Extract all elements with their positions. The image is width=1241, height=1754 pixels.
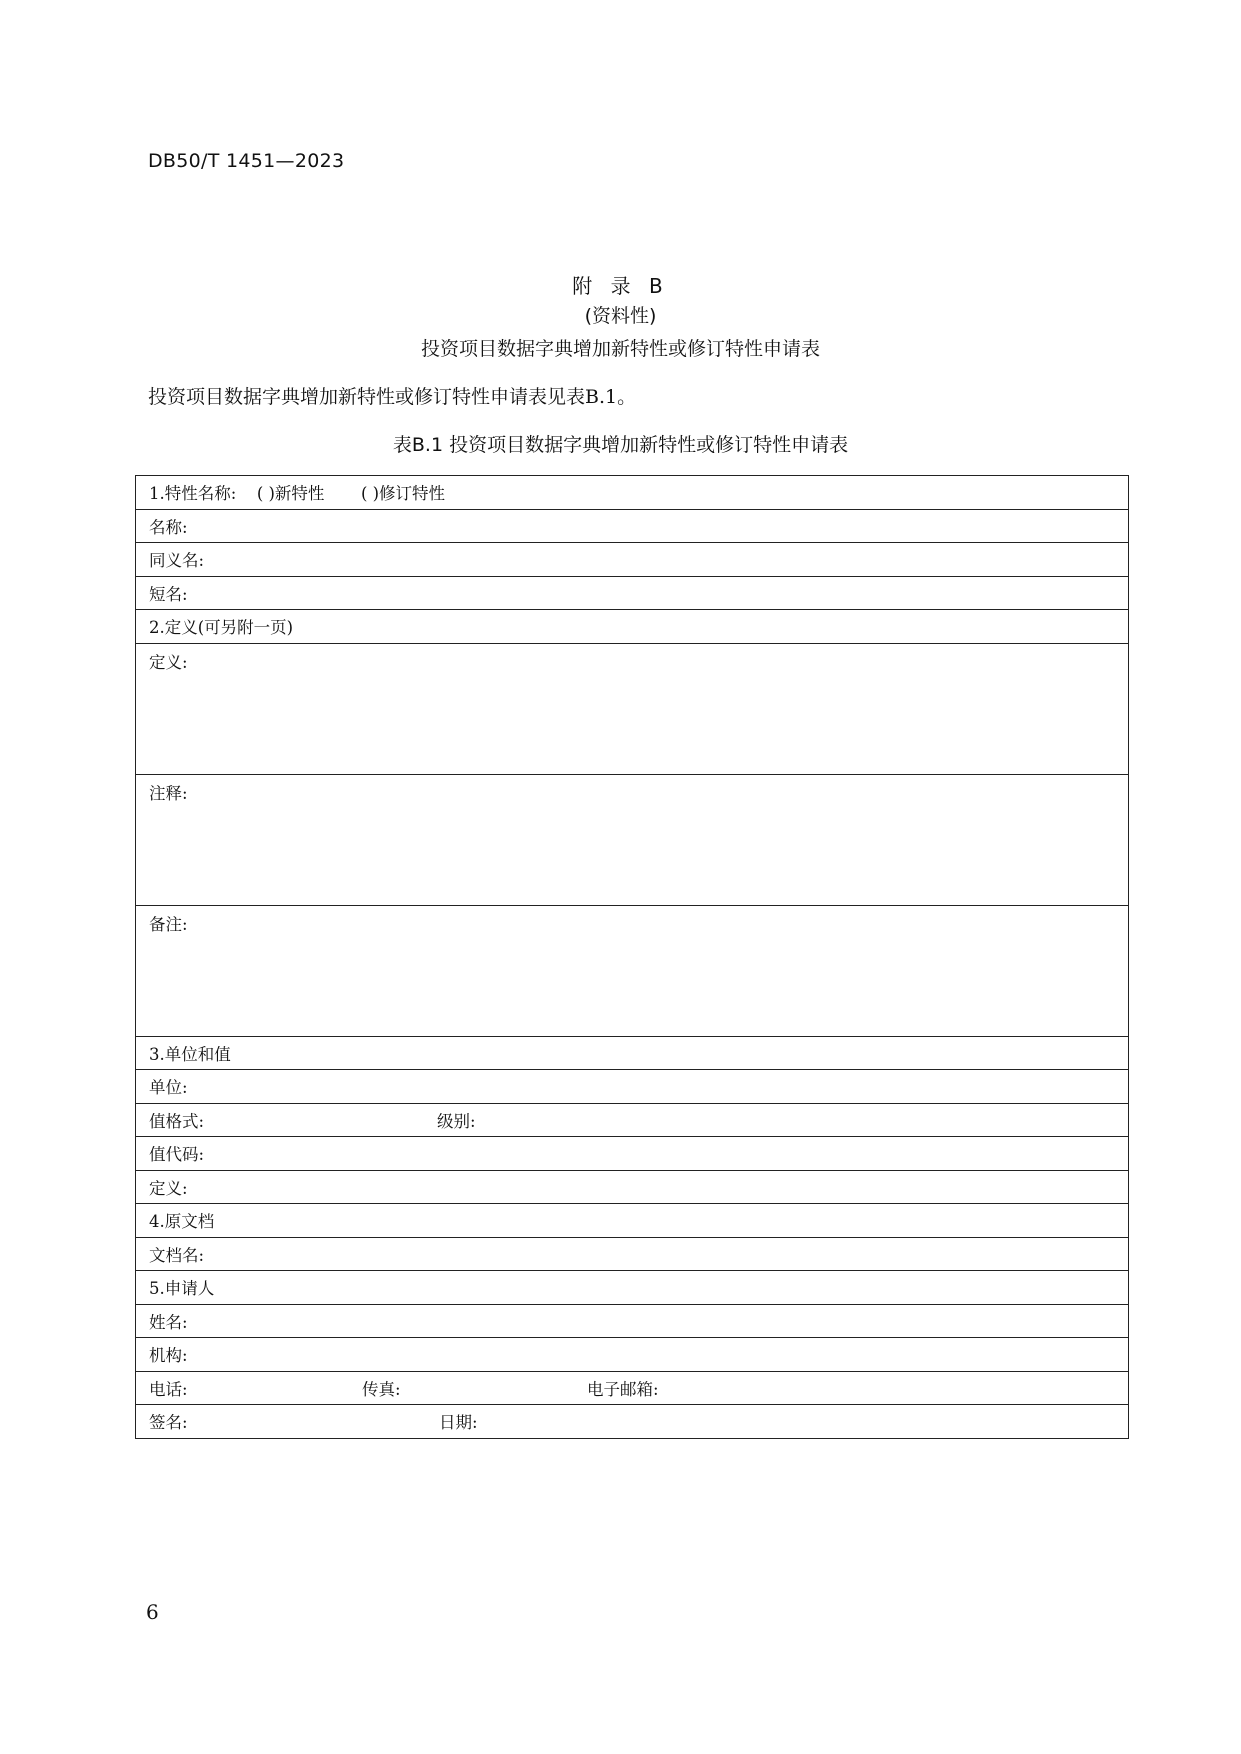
value-code-label: 值代码: xyxy=(149,1145,205,1165)
synonym-label: 同义名: xyxy=(149,551,205,571)
remarks-label: 备注: xyxy=(149,914,188,934)
value-definition-label: 定义: xyxy=(149,1178,188,1198)
option-revised-feature[interactable]: ( )修订特性 xyxy=(360,484,446,504)
table-row xyxy=(136,1405,1129,1439)
short-name-label: 短名: xyxy=(149,584,188,604)
form-cell-section-5 xyxy=(136,1271,1129,1305)
application-form-table xyxy=(135,475,1129,1439)
form-cell-value-format[interactable] xyxy=(136,1103,1129,1137)
table-row xyxy=(136,1070,1129,1104)
table-row xyxy=(136,1338,1129,1372)
table-caption: 表B.1 投资项目数据字典增加新特性或修订特性申请表 xyxy=(392,434,849,456)
appendix-title: 附 录 B xyxy=(572,274,669,298)
unit-label: 单位: xyxy=(149,1078,188,1098)
table-row xyxy=(136,1371,1129,1405)
person-name-label: 姓名: xyxy=(149,1312,188,1332)
form-cell-value-code[interactable] xyxy=(136,1137,1129,1171)
appendix-name: 投资项目数据字典增加新特性或修订特性申请表 xyxy=(420,338,820,360)
signature-label: 签名: xyxy=(149,1413,188,1433)
level-label: 级别: xyxy=(437,1111,476,1131)
section-2-label: 2.定义(可另附一页) xyxy=(149,618,294,638)
form-cell-remarks[interactable] xyxy=(136,905,1129,1036)
table-row xyxy=(136,1237,1129,1271)
intro-paragraph: 投资项目数据字典增加新特性或修订特性申请表见表B.1。 xyxy=(148,386,637,408)
table-row xyxy=(136,1103,1129,1137)
form-cell-organization[interactable] xyxy=(136,1338,1129,1372)
table-row xyxy=(136,905,1129,1036)
table-row xyxy=(136,1137,1129,1171)
table-row xyxy=(136,1170,1129,1204)
form-cell-section-3 xyxy=(136,1036,1129,1070)
value-format-label: 值格式: xyxy=(149,1111,205,1131)
annotation-label: 注释: xyxy=(149,783,188,803)
table-row xyxy=(136,610,1129,644)
table-row xyxy=(136,543,1129,577)
form-cell-name[interactable] xyxy=(136,509,1129,543)
organization-label: 机构: xyxy=(149,1346,188,1366)
form-cell-feature-name[interactable] xyxy=(136,476,1129,510)
name-label: 名称: xyxy=(149,517,188,537)
form-cell-short-name[interactable] xyxy=(136,576,1129,610)
section-3-label: 3.单位和值 xyxy=(149,1044,231,1064)
form-cell-doc-name[interactable] xyxy=(136,1237,1129,1271)
option-new-feature[interactable]: ( )新特性 xyxy=(256,484,325,504)
table-row xyxy=(136,1304,1129,1338)
form-cell-contact[interactable] xyxy=(136,1371,1129,1405)
form-cell-signature[interactable] xyxy=(136,1405,1129,1439)
form-cell-synonym[interactable] xyxy=(136,543,1129,577)
appendix-type: (资料性) xyxy=(584,305,657,327)
definition-label: 定义: xyxy=(149,652,188,672)
date-label: 日期: xyxy=(439,1413,478,1433)
table-row xyxy=(136,643,1129,774)
table-row xyxy=(136,1204,1129,1238)
form-cell-section-2 xyxy=(136,610,1129,644)
section-5-label: 5.申请人 xyxy=(149,1279,215,1299)
table-row xyxy=(136,1271,1129,1305)
form-cell-value-definition[interactable] xyxy=(136,1170,1129,1204)
doc-name-label: 文档名: xyxy=(149,1245,205,1265)
table-row xyxy=(136,509,1129,543)
table-row xyxy=(136,774,1129,905)
section-4-label: 4.原文档 xyxy=(149,1212,215,1232)
phone-label: 电话: xyxy=(149,1379,188,1399)
fax-label: 传真: xyxy=(362,1379,401,1399)
form-cell-person-name[interactable] xyxy=(136,1304,1129,1338)
form-cell-section-4 xyxy=(136,1204,1129,1238)
table-row xyxy=(136,576,1129,610)
table-row xyxy=(136,476,1129,510)
section-1-label: 1.特性名称: xyxy=(149,484,237,504)
standard-number: DB50/T 1451—2023 xyxy=(148,150,345,172)
page-number: 6 xyxy=(146,1600,159,1624)
form-cell-unit[interactable] xyxy=(136,1070,1129,1104)
email-label: 电子邮箱: xyxy=(587,1379,659,1399)
table-row xyxy=(136,1036,1129,1070)
form-cell-annotation[interactable] xyxy=(136,774,1129,905)
form-cell-definition[interactable] xyxy=(136,643,1129,774)
